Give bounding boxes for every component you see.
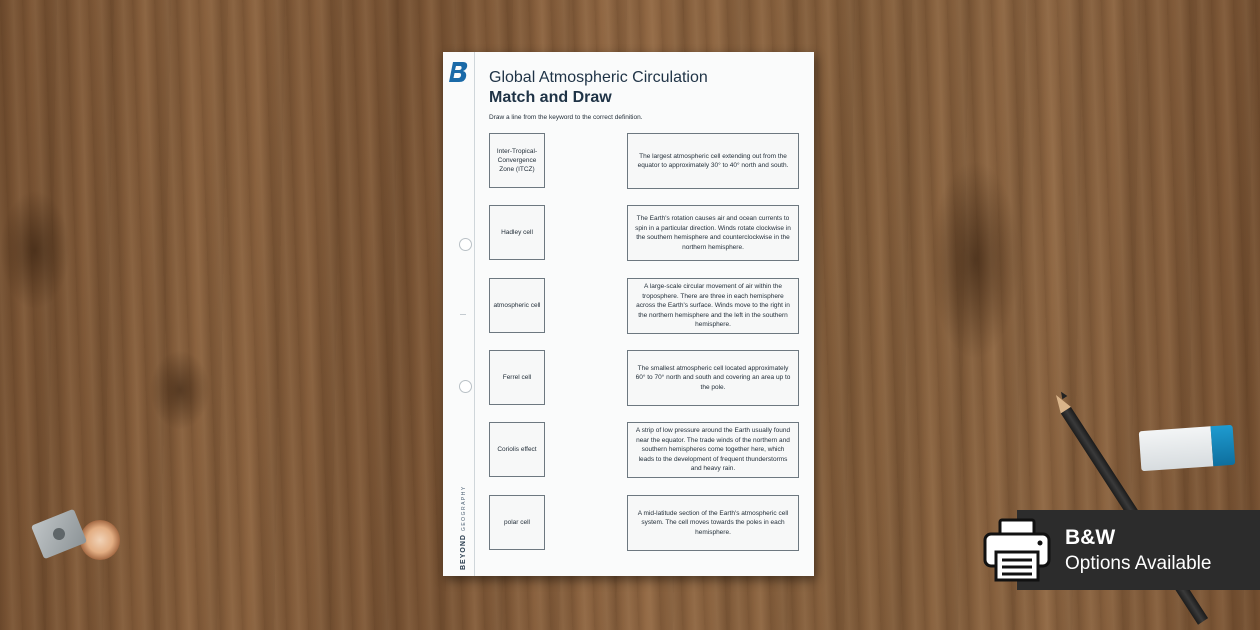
- keyword-box: [489, 205, 545, 260]
- instruction-text: Draw a line from the keyword to the correct definition.: [489, 114, 643, 121]
- banner-title: B&W: [1065, 526, 1116, 549]
- definition-box: [627, 495, 799, 551]
- definition-box: [627, 205, 799, 261]
- fold-mark: [460, 314, 466, 315]
- definition-box: [627, 278, 799, 334]
- definition-text: A large-scale circular movement of air within the troposphere. There are three in each hemisphere across the Earth's surface. Winds move to the right in the northern hemisphere and the left in the southern hemisphere.: [636, 283, 790, 329]
- definition-text: The smallest atmospheric cell located approximately 60° to 70° north and south and covering an area up to the pole.: [635, 364, 791, 391]
- eraser-sleeve: [1211, 425, 1236, 466]
- keyword-label: atmospheric cell: [493, 302, 541, 309]
- banner-subtitle: Options Available: [1065, 553, 1212, 574]
- keyword-label: Coriolis effect: [497, 446, 537, 453]
- beyond-logo-icon: [449, 60, 469, 84]
- worksheet-page: [443, 52, 814, 576]
- keyword-label: Inter-Tropical-Convergence Zone (ITCZ): [496, 148, 538, 173]
- definition-text: The largest atmospheric cell extending out from the equator to approximately 30° to 40° north and south.: [637, 152, 789, 169]
- brand-sub: GEOGRAPHY: [461, 485, 467, 532]
- sharpener-image: [31, 509, 87, 560]
- keyword-box: [489, 422, 545, 477]
- worksheet-title: Global Atmospheric Circulation: [489, 69, 708, 86]
- punch-hole: [459, 380, 472, 393]
- definition-box: [627, 133, 799, 189]
- keyword-box: [489, 278, 545, 333]
- bw-options-banner: [1017, 510, 1260, 590]
- brand-main: BEYOND: [460, 534, 467, 570]
- margin-line: [474, 52, 475, 576]
- eraser-white: [1139, 426, 1214, 471]
- punch-hole: [459, 238, 472, 251]
- keyword-label: Ferrel cell: [502, 374, 532, 381]
- wood-knot: [150, 350, 210, 430]
- keyword-label: Hadley cell: [501, 229, 533, 236]
- keyword-box: [489, 495, 545, 550]
- definition-text: The Earth's rotation causes air and ocean currents to spin in a particular direction. Winds rotate clockwise in the southern hemisphere and counterclockwise in the northern hemisphere.: [635, 215, 791, 251]
- keyword-box: [489, 350, 545, 405]
- vertical-brand: [446, 485, 467, 572]
- pencil-lead: [1059, 390, 1068, 399]
- worksheet-subtitle: Match and Draw: [489, 89, 612, 106]
- definition-box: [627, 350, 799, 406]
- definition-text: A mid-latitude section of the Earth's atmospheric cell system. The cell moves towards the poles in each hemisphere.: [637, 509, 789, 536]
- eraser-image: [1139, 425, 1236, 471]
- printer-icon: [982, 518, 1052, 582]
- definition-box: [627, 422, 799, 478]
- keyword-label: polar cell: [503, 519, 530, 526]
- keyword-box: [489, 133, 545, 188]
- wood-knot: [930, 160, 1020, 360]
- wood-knot: [0, 190, 70, 310]
- definition-text: A strip of low pressure around the Earth usually found near the equator. The trade winds of the northern and southern hemispheres come together here, which leads to the development of frequent thunderstorms and heavy rain.: [635, 427, 791, 473]
- sharpener-hole: [51, 526, 67, 542]
